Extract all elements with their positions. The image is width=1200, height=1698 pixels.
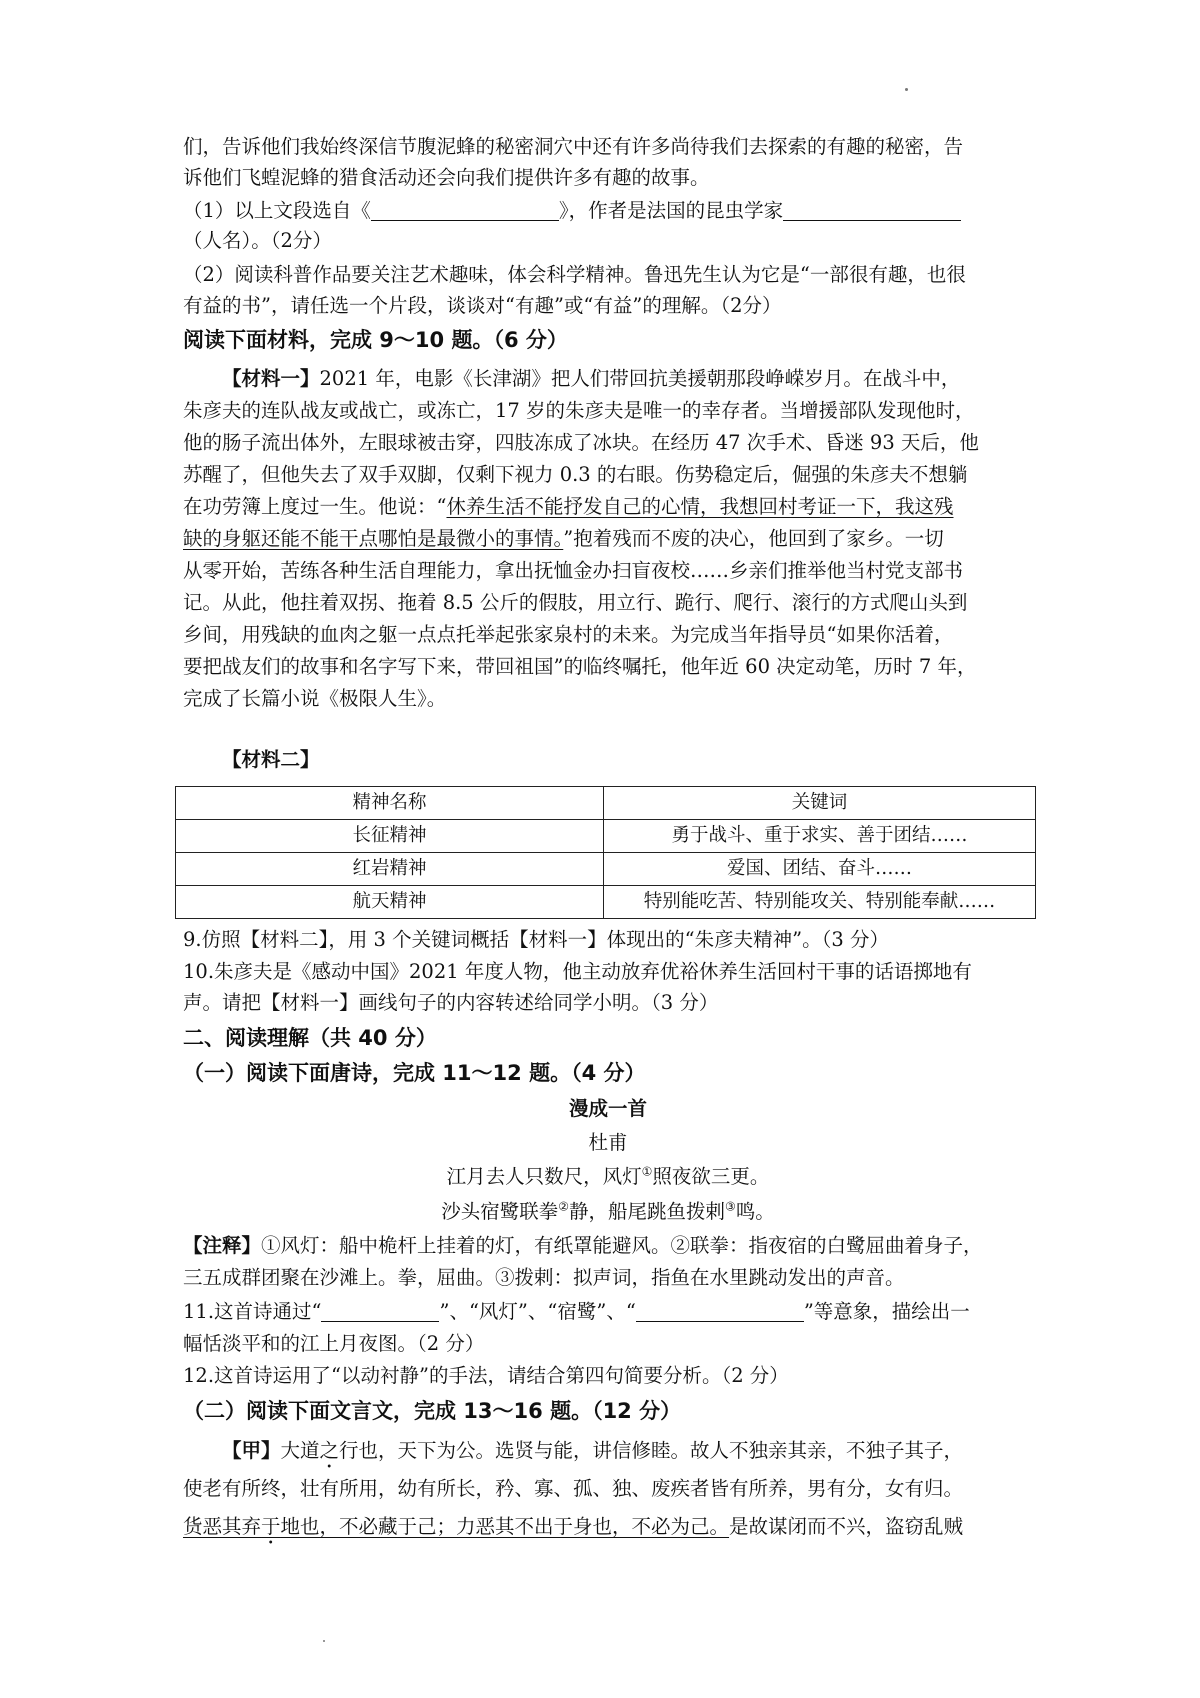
emphasized-char: 之 [319, 1439, 340, 1462]
material1-line-3: 他的肠子流出体外，左眼球被击穿，四肢冻成了冰块。在经历 47 次手术、昏迷 93 天后，他 [183, 431, 979, 454]
material1-label: 【材料一】 [222, 367, 320, 390]
table-header-row [176, 787, 1036, 820]
q8-part1-text-a: （1）以上文段选自《 [183, 199, 371, 222]
table-header: 精神名称 [176, 787, 604, 820]
material1-line-6 [183, 524, 1033, 554]
footnote-marker: ② [558, 1199, 569, 1214]
question-11-line-2: 幅恬淡平和的江上月夜图。（2 分） [183, 1332, 485, 1355]
poem-line1-text-b: 照夜欲三更。 [652, 1165, 770, 1188]
q8-part1 [183, 196, 1033, 226]
underlined-sentence-part1: 休养生活不能抒发自己的心情，我想回村考证一下，我这残 [446, 495, 954, 518]
table-header: 关键词 [604, 787, 1036, 820]
intro-line-2: 诉他们飞蝗泥蜂的猎食活动还会向我们提供许多有趣的故事。 [183, 166, 710, 189]
footnote-marker: ③ [725, 1199, 736, 1214]
underlined-sentence-part2: 缺的身躯还能不能干点哪怕是最微小的事情。 [183, 527, 564, 550]
table-cell: 航天精神 [176, 886, 604, 919]
note-line-1 [183, 1231, 1033, 1261]
material1-line-10: 要把战友们的故事和名字写下来，带回祖国”的临终嘱托，他年近 60 决定动笔，历时 7 年， [183, 655, 977, 678]
intro-line-1: 们，告诉他们我始终深信节腹泥蜂的秘密洞穴中还有许多尚待我们去探索的有趣的秘密，告 [183, 135, 964, 158]
q8-part2-line2: 有益的书”，请任选一个片段，谈谈对“有趣”或“有益”的理解。（2分） [183, 294, 782, 317]
material1-line-9: 乡间，用残缺的血肉之躯一点点托举起张家泉村的未来。为完成当年指导员“如果你活着， [183, 623, 954, 646]
note-line-2: 三五成群团聚在沙滩上。拳，屈曲。③拨剌：拟声词，指鱼在水里跳动发出的声音。 [183, 1266, 905, 1289]
material1-line-5 [183, 492, 1033, 522]
spirit-table [175, 786, 1036, 919]
material1-line-2: 朱彦夫的连队战友或战亡，或冻亡，17 岁的朱彦夫是唯一的幸存者。当增援部队发现他时， [183, 399, 975, 422]
material1-line6-text: ”抱着残而不废的决心，他回到了家乡。一切 [563, 527, 944, 550]
material1-line-7: 从零开始，苦练各种生活自理能力，拿出抚恤金办扫盲夜校……乡亲们推举他当村党支部书 [183, 559, 964, 582]
material2-label: 【材料二】 [222, 748, 320, 771]
table-row [176, 820, 1036, 853]
scan-speck [323, 1640, 325, 1642]
question-10-line-2: 声。请把【材料一】画线句子的内容转述给同学小明。（3 分） [183, 991, 719, 1014]
poem-line2-text-a: 沙头宿鹭联拳 [441, 1200, 559, 1223]
jia-line-2: 使老有所终，壮有所用，幼有所长，矜、寡、孤、独、废疾者皆有所养，男有分，女有归。 [183, 1477, 964, 1500]
answer-blank-book-title[interactable] [371, 200, 559, 221]
sub2-heading: （二）阅读下面文言文，完成 13～16 题。（12 分） [183, 1399, 682, 1423]
poem-line2-text-c: 鸣。 [735, 1200, 775, 1223]
jia-text-b: 行也，天下为公。选贤与能，讲信修睦。故人不独亲其亲，不独子其子， [339, 1439, 964, 1462]
underlined-text-b: 地也，不必藏于己；力恶其不出于身也，不必为己。 [280, 1515, 730, 1538]
material1-line-1 [222, 364, 1072, 394]
answer-blank-imagery-2[interactable] [636, 1301, 804, 1322]
material1-line-8: 记。从此，他拄着双拐、拖着 8.5 公斤的假肢，用立行、跪行、爬行、滚行的方式爬山头到 [183, 591, 968, 614]
q8-part1-text-b: 》，作者是法国的昆虫学家 [558, 199, 784, 222]
section-9-10-heading: 阅读下面材料，完成 9～10 题。（6 分） [183, 328, 568, 352]
table-row [176, 853, 1036, 886]
material1-line-11: 完成了长篇小说《极限人生》。 [183, 687, 447, 710]
poem-author: 杜甫 [588, 1131, 628, 1154]
underlined-text-a: 货恶其弃 [183, 1515, 262, 1538]
jia-text-a: 大道 [280, 1439, 320, 1462]
poem-line2-text-b: 静，船尾跳鱼拨剌 [568, 1200, 725, 1223]
table-cell: 勇于战斗、重于求实、善于团结…… [604, 820, 1036, 853]
jia-line-1 [222, 1436, 1072, 1473]
answer-blank-author[interactable] [783, 200, 961, 221]
jia-line3-text: 是故谋闭而不兴，盗窃乱贼 [729, 1515, 964, 1538]
poem-title: 漫成一首 [568, 1097, 647, 1120]
q8-part1-line2: （人名）。（2分） [183, 229, 332, 252]
table-cell: 特别能吃苦、特别能攻关、特别能奉献…… [604, 886, 1036, 919]
question-10-line-1: 10.朱彦夫是《感动中国》2021 年度人物，他主动放弃优裕休养生活回村干事的话语掷地有 [183, 960, 972, 983]
note-text: ①风灯：船中桅杆上挂着的灯，有纸罩能避风。②联拳：指夜宿的白鹭屈曲着身子， [261, 1234, 983, 1257]
material1-line5-text: 在功劳簿上度过一生。他说：“ [183, 495, 447, 518]
q11-text-a: 11.这首诗通过“ [183, 1300, 322, 1323]
material1-line-4: 苏醒了，但他失去了双手双脚，仅剩下视力 0.3 的右眼。伤势稳定后，倔强的朱彦夫不想躺 [183, 463, 968, 486]
q11-text-b: ”、“风灯”、“宿鹭”、“ [439, 1300, 636, 1323]
scan-speck [905, 88, 908, 91]
jia-line-3 [183, 1512, 1033, 1549]
table-cell: 红岩精神 [176, 853, 604, 886]
table-cell: 爱国、团结、奋斗…… [604, 853, 1036, 886]
material1-text: 2021 年，电影《长津湖》把人们带回抗美援朝那段峥嵘岁月。在战斗中， [319, 367, 961, 390]
question-12: 12.这首诗运用了“以动衬静”的手法，请结合第四句简要分析。（2 分） [183, 1364, 789, 1387]
q11-text-c: ”等意象，描绘出一 [803, 1300, 970, 1323]
answer-blank-imagery-1[interactable] [321, 1301, 439, 1322]
poem-line-1 [183, 1162, 1033, 1192]
table-cell: 长征精神 [176, 820, 604, 853]
table-row [176, 886, 1036, 919]
note-label: 【注释】 [183, 1234, 262, 1257]
sub1-heading: （一）阅读下面唐诗，完成 11～12 题。（4 分） [183, 1061, 646, 1085]
q8-part2-line1: （2）阅读科普作品要关注艺术趣味，体会科学精神。鲁迅先生认为它是“一部很有趣，也很 [183, 263, 966, 286]
part2-heading: 二、阅读理解（共 40 分） [183, 1026, 437, 1050]
poem-line1-text-a: 江月去人只数尺，风灯 [446, 1165, 642, 1188]
poem-line-2 [183, 1197, 1033, 1227]
question-11-line-1 [183, 1297, 1033, 1327]
footnote-marker: ① [641, 1164, 653, 1179]
jia-label: 【甲】 [222, 1439, 281, 1462]
question-9: 9.仿照【材料二】，用 3 个关键词概括【材料一】体现出的“朱彦夫精神”。（3 分） [183, 928, 889, 951]
emphasized-char: 于 [261, 1515, 281, 1538]
